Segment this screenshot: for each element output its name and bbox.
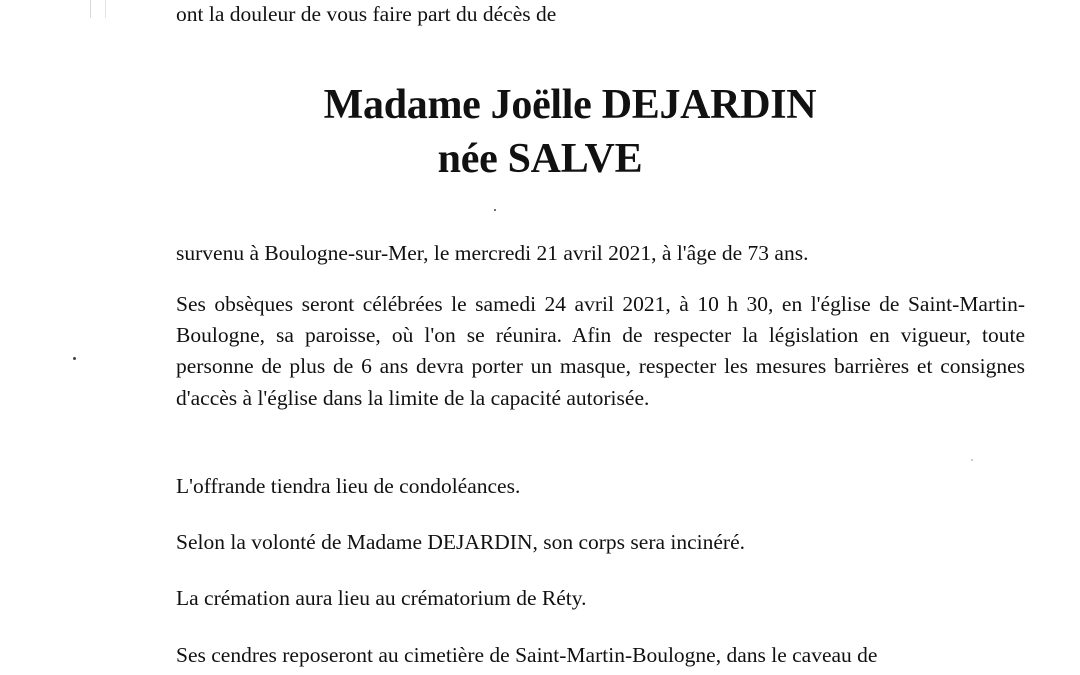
wishes-paragraph: Selon la volonté de Madame DEJARDIN, son corps sera incinéré.	[176, 530, 746, 554]
funeral-paragraph: Ses obsèques seront célébrées le samedi 24 avril 2021, à 10 h 30, en l'église de Saint-Martin-Boulogne, sa paroisse, où l'on se réunira. Afin de respecter la législation en vigueur, toute personne de plus de 6 ans devra porter un masque, respecter les mesures barrières et consignes d'accès à l'église dans la limite de la capacité autorisée.	[176, 292, 1025, 410]
offering-paragraph: L'offrande tiendra lieu de condoléances.	[176, 474, 521, 498]
maiden-name: née SALVE	[437, 136, 643, 182]
scan-speck	[494, 209, 496, 211]
scan-speck	[73, 357, 76, 360]
deceased-name: Madame Joëlle DEJARDIN	[323, 82, 817, 128]
cremation-paragraph: La crémation aura lieu au crématorium de Réty.	[176, 586, 587, 610]
scan-speck	[971, 459, 973, 461]
ashes-paragraph: Ses cendres reposeront au cimetière de Saint-Martin-Boulogne, dans le caveau de	[176, 643, 878, 667]
intro-line: ont la douleur de vous faire part du décès de	[176, 2, 557, 26]
scan-margin-mark	[90, 0, 106, 18]
death-details-paragraph: survenu à Boulogne-sur-Mer, le mercredi 21 avril 2021, à l'âge de 73 ans.	[176, 241, 809, 265]
